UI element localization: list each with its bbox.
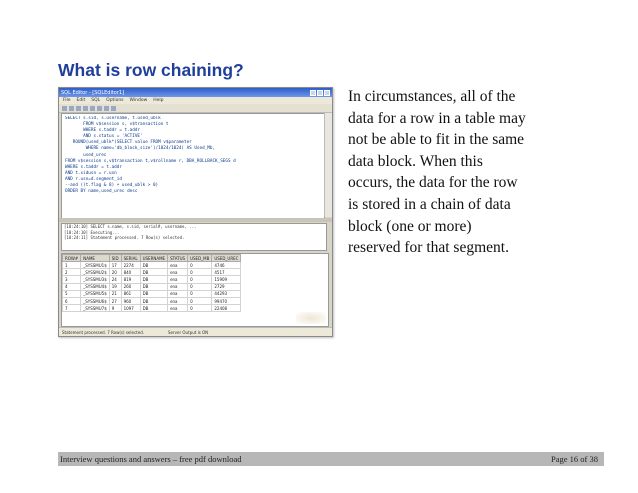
body-line: data for a row in a table may [348,109,526,127]
table-row [63,269,241,276]
output-line: [18:24:10] Executing... [64,229,120,235]
table-cell: 0 [188,290,212,297]
body-line: data block. When this [348,152,483,170]
table-cell: 7 [63,305,81,312]
page-title: What is row chaining? [58,60,244,80]
table-cell: DB [140,305,167,312]
table-cell: 260 [121,283,140,290]
table-cell: 20 [109,269,121,276]
page-number: Page 16 of 38 [551,454,598,464]
table-cell: _SYSSMU6$ [81,297,110,304]
pane-splitter [59,218,332,222]
body-line: reserved for that segment. [348,239,509,257]
table-cell: DB [140,290,167,297]
window-title: SQL Editor - [SQLEditor1] [61,89,125,96]
table-cell: ena [168,276,188,283]
table-cell: _SYSSMU3$ [81,276,110,283]
table-cell: 99470 [212,297,241,304]
code-line: SELECT s.sid, s.username, t.used_ublk [65,116,161,121]
menu-sql: SQL [91,98,101,103]
table-cell: _SYSSMU1$ [81,262,110,269]
table-cell: 819 [121,276,140,283]
table-cell: ena [168,269,188,276]
table-cell: 44293 [212,290,241,297]
watermark-logo [296,312,326,324]
table-cell: 0 [188,269,212,276]
table-cell: 9 [109,305,121,312]
code-line: WHERE s.taddr = t.addr [65,164,122,170]
table-cell: 840 [121,269,140,276]
table-row [63,276,241,283]
toolbar-icon [104,106,109,111]
table-cell: 5 [63,290,81,297]
table-cell: 19 [109,283,121,290]
body-text [348,86,598,259]
body-line: In circumstances, all of the [348,88,516,105]
table-cell: 4 [63,283,81,290]
code-line: WHERE name='db_block_size')/1024/1024) AS Used_Mb, [65,146,216,152]
toolbar-icon [76,106,81,111]
menu-help: Help [153,98,164,103]
table-cell: 15909 [212,276,241,283]
table-cell: 2 [63,269,81,276]
grid-header-cell: SID [109,255,121,262]
table-cell: 861 [121,290,140,297]
table-cell: DB [140,262,167,269]
menu-edit: Edit [76,98,86,103]
grid-header-cell: USED_MB [188,255,212,262]
table-cell: 2274 [121,262,140,269]
menu-file: File [63,98,71,103]
code-line: FROM v$session s, v$transaction t [65,122,169,128]
code-line: FROM v$session s,v$transaction t,v$rollname r, DBA_ROLLBACK_SEGS d [65,158,236,164]
table-cell: 0 [188,305,212,312]
menu-options: Options [106,98,124,103]
toolbar-icon [69,106,74,111]
table-row [63,305,241,312]
table-cell: DB [140,297,167,304]
toolbar [59,104,332,113]
table-cell: ena [168,297,188,304]
menu-bar [59,97,332,104]
table-row [63,290,241,297]
table-cell: ena [168,290,188,297]
output-line: [18:24:10] SELECT s.name, s.sid, serial#, username, ... [64,224,197,229]
window-controls [310,90,330,96]
table-row [63,297,241,304]
table-cell: 4517 [212,269,241,276]
code-line: WHERE s.taddr = t.addr [65,128,141,134]
table-cell: _SYSSMU2$ [81,269,110,276]
table-cell: DB [140,269,167,276]
body-line: not be able to fit in the same [348,131,525,149]
grid-header-cell: STATUS [168,255,188,262]
table-row [63,283,241,290]
table-cell: 22408 [212,305,241,312]
editor-scrollbar [324,113,332,217]
grid-header-cell: USED_UREC [212,255,241,262]
table-cell: 0 [188,297,212,304]
table-cell: 0 [188,262,212,269]
table-cell: DB [140,276,167,283]
table-cell: _SYSSMU4$ [81,283,110,290]
code-line: ORDER BY name,used_urec desc [65,189,138,195]
grid-header-cell: SERIAL [121,255,140,262]
table-cell: 1097 [121,305,140,312]
code-line: used_urec [65,152,107,158]
table-cell: 960 [121,297,140,304]
sql-code [65,116,320,195]
code-line: ROUND(used_ublk*(SELECT value FROM v$parameter [65,140,192,146]
sql-editor-pane [61,113,325,219]
status-left: Statement processed. 7 Row(s) selected. [62,329,145,335]
table-cell: 2729 [212,283,241,290]
table-cell: 4746 [212,262,241,269]
table-cell: 0 [188,283,212,290]
window-titlebar [59,88,332,97]
table-cell: 6 [63,297,81,304]
table-cell: ena [168,262,188,269]
toolbar-icon [83,106,88,111]
body-line: occurs, the data for the row [348,174,518,192]
body-line: is stored in a chain of data [348,195,511,213]
menu-window: Window [129,98,148,103]
body-line: block (one or more) [348,217,472,235]
table-cell: 24 [109,276,121,283]
table-cell: _SYSSMU7$ [81,305,110,312]
toolbar-icon [62,106,67,111]
status-bar [59,327,332,336]
code-line: AND r.usn=d.segment_id [65,176,122,182]
toolbar-icon [111,106,116,111]
table-cell: 27 [109,297,121,304]
table-cell: DB [140,283,167,290]
sql-editor-screenshot [58,87,333,337]
toolbar-icon [90,106,95,111]
table-cell: _SYSSMU5$ [81,290,110,297]
table-cell: 1 [63,262,81,269]
status-right: Server Output is ON [168,329,209,335]
table-cell: 17 [109,262,121,269]
table-row [63,262,241,269]
table-cell: 3 [63,276,81,283]
grid-header-cell: NAME [81,255,110,262]
table-cell: ena [168,283,188,290]
table-cell: 0 [188,276,212,283]
output-pane [61,223,327,251]
results-grid [61,253,329,327]
code-line: AND t.xidusn = r.usn [65,170,117,176]
grid-header-cell: USERNAME [140,255,167,262]
code-line: --and ((t.flag & 8) + used_ublk > 0) [65,183,159,189]
footer-left: Interview questions and answers – free pdf download [60,454,242,464]
code-line: AND s.status = 'ACTIVE' [65,134,143,140]
toolbar-icon [97,106,102,111]
table-cell: 21 [109,290,121,297]
page-footer [58,452,604,466]
output-line: [18:24:11] Statement processed. 7 Row(s) selected. [64,235,185,241]
grid-header-cell: ROW# [63,255,81,262]
table-cell: ena [168,305,188,312]
